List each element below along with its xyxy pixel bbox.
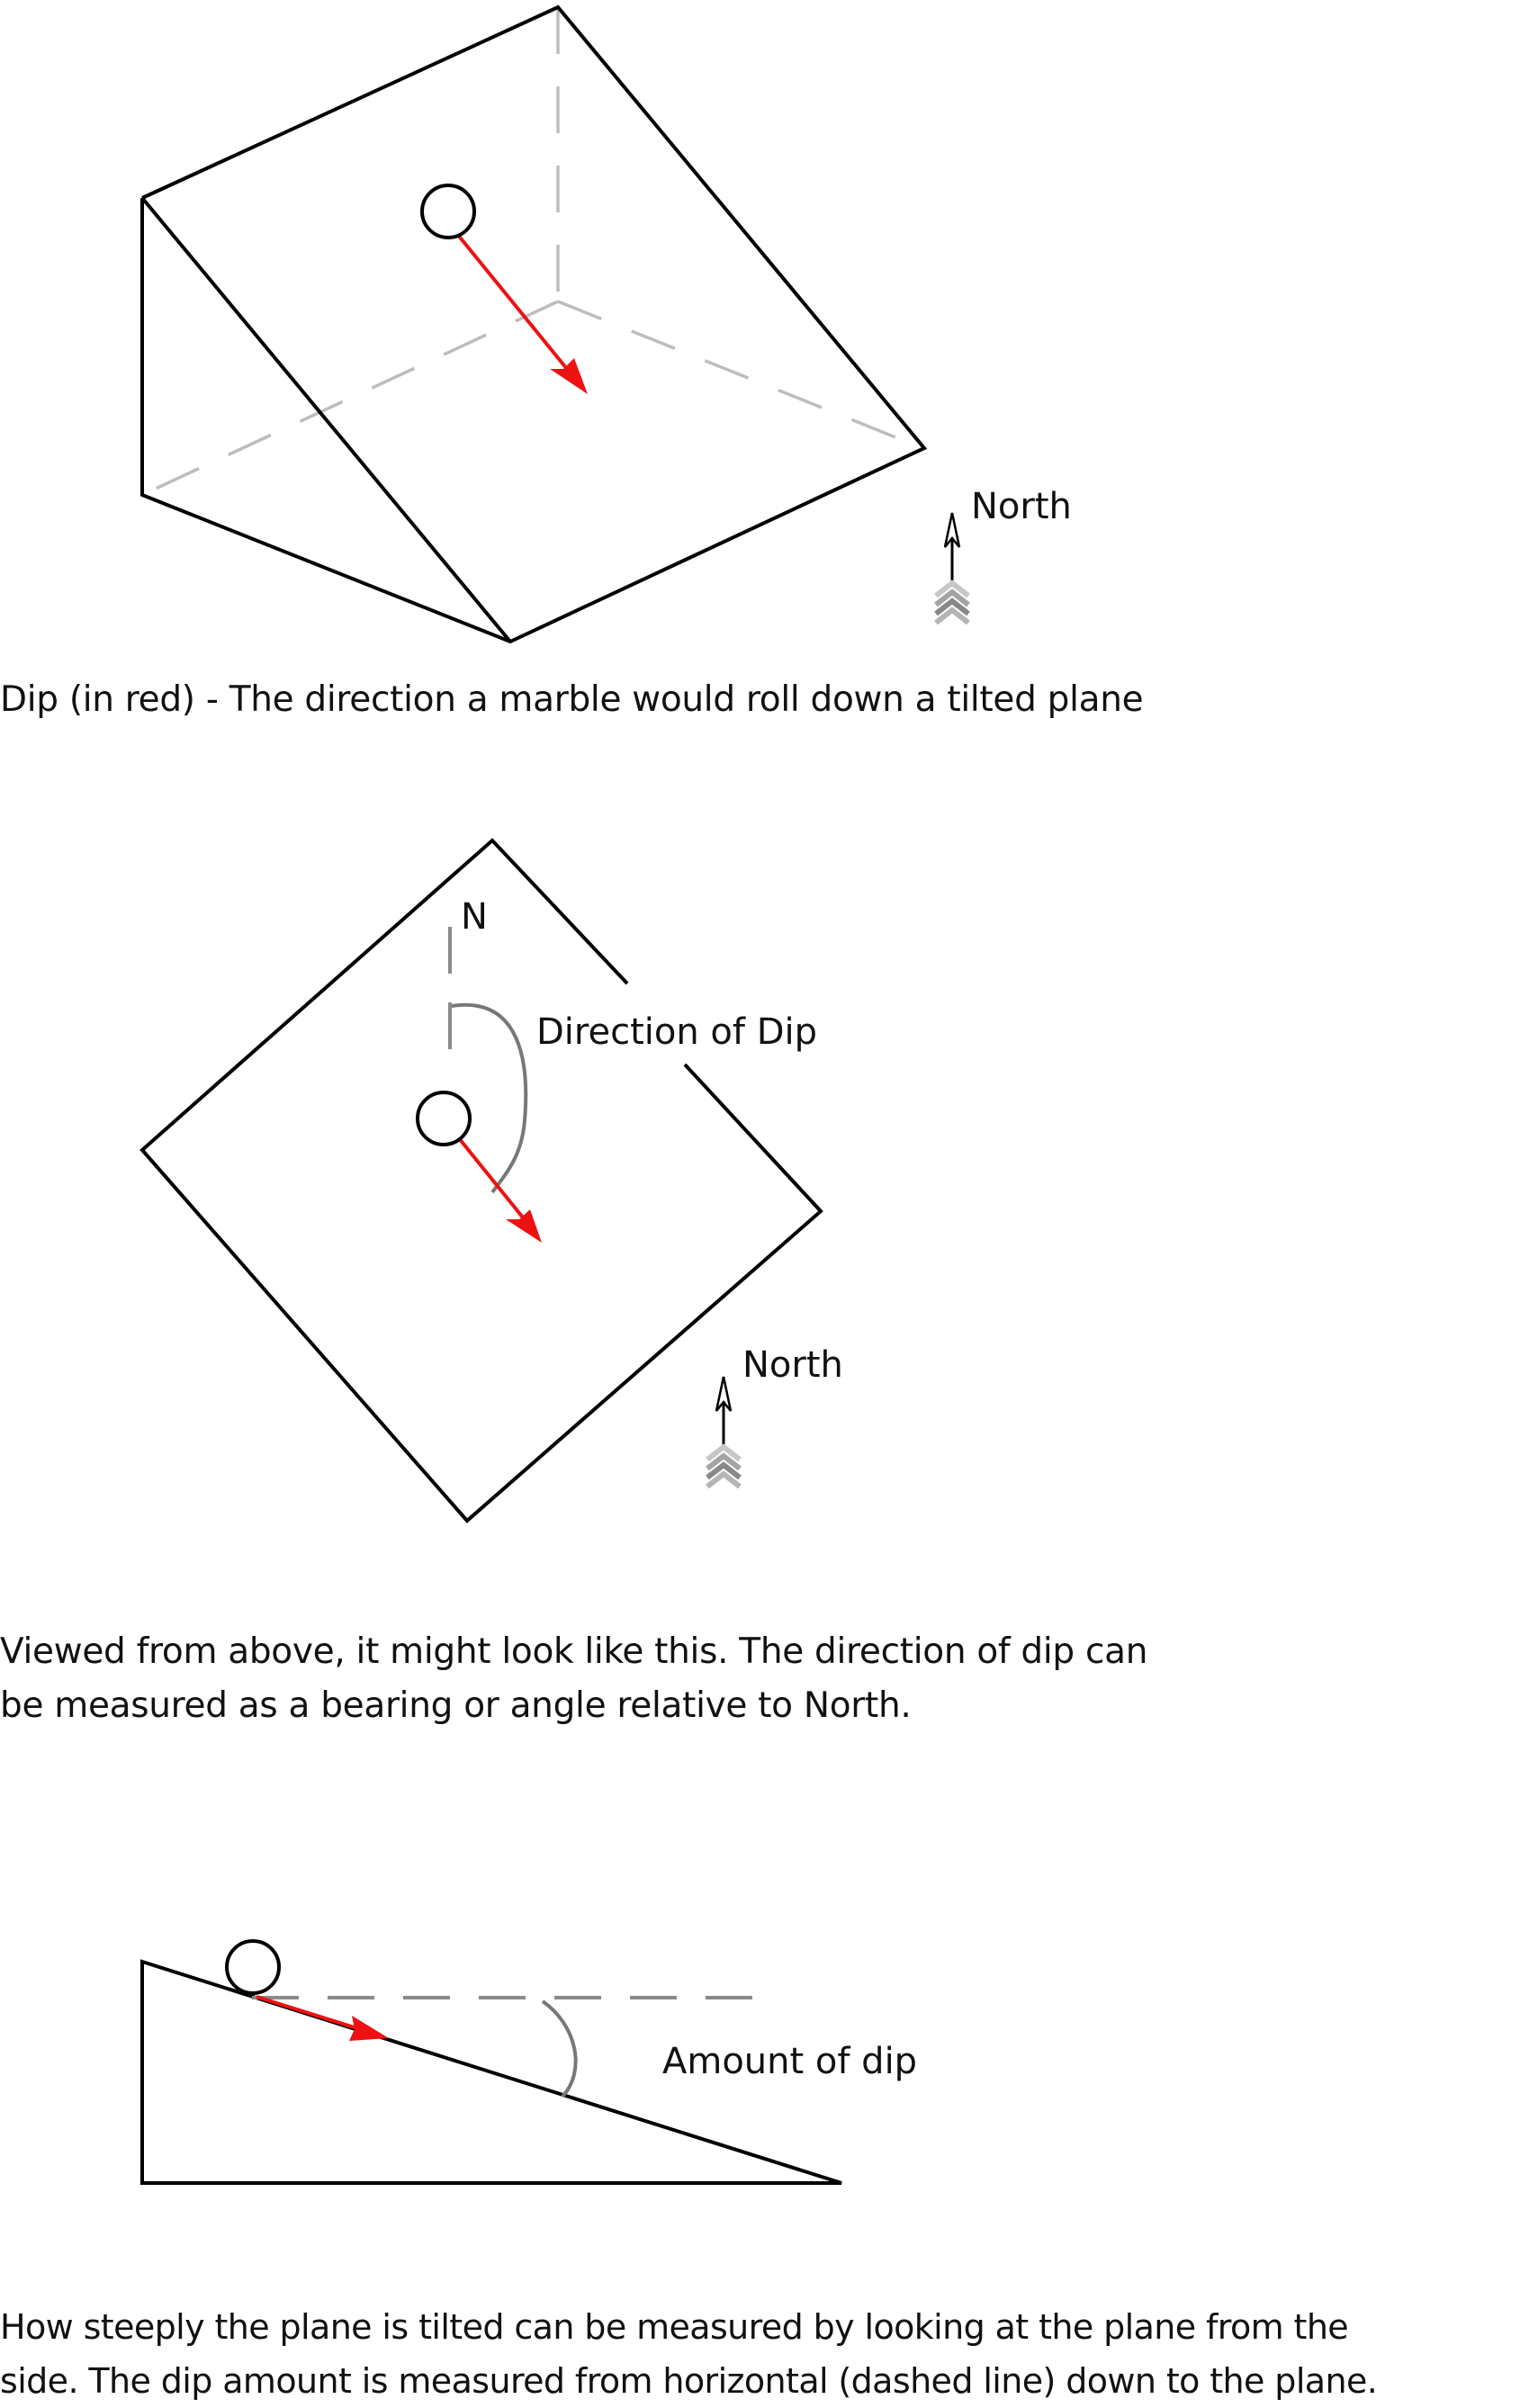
caption-line: be measured as a bearing or angle relative to North. (0, 1685, 912, 1726)
side-view-figure (142, 1941, 917, 2183)
caption-line: Viewed from above, it might look like this. The direction of dip can (0, 1631, 1148, 1672)
dip-arrow-icon (256, 1997, 389, 2041)
amount-of-dip-label: Amount of dip (662, 2041, 918, 2082)
wedge-3d-figure (142, 7, 1072, 642)
plane-outline (142, 840, 821, 1521)
marble-icon (227, 1941, 279, 1993)
dip-arrow-icon (459, 1138, 542, 1243)
caption-top-view (0, 1625, 1538, 1733)
dip-angle-arc (543, 2001, 576, 2097)
marble-icon (422, 185, 474, 238)
caption-side-view (0, 2300, 1538, 2408)
north-label: North (971, 486, 1072, 527)
top-view-figure (142, 840, 843, 1521)
marble-icon (418, 1092, 470, 1145)
north-arrow-icon (936, 513, 968, 623)
north-label: North (742, 1344, 843, 1386)
n-label: N (461, 896, 488, 938)
north-arrow-icon (707, 1377, 740, 1487)
hidden-edges (142, 7, 922, 495)
direction-of-dip-label: Direction of Dip (536, 1011, 817, 1053)
wedge-outline (142, 7, 924, 642)
dip-arrow-icon (457, 234, 588, 394)
caption-line: How steeply the plane is tilted can be measured by looking at the plane from the (0, 2307, 1349, 2347)
caption-dip-definition: Dip (in red) - The direction a marble would roll down a tilted plane (0, 679, 1144, 720)
caption-line: side. The dip amount is measured from horizontal (dashed line) down to the plane. (0, 2361, 1378, 2401)
